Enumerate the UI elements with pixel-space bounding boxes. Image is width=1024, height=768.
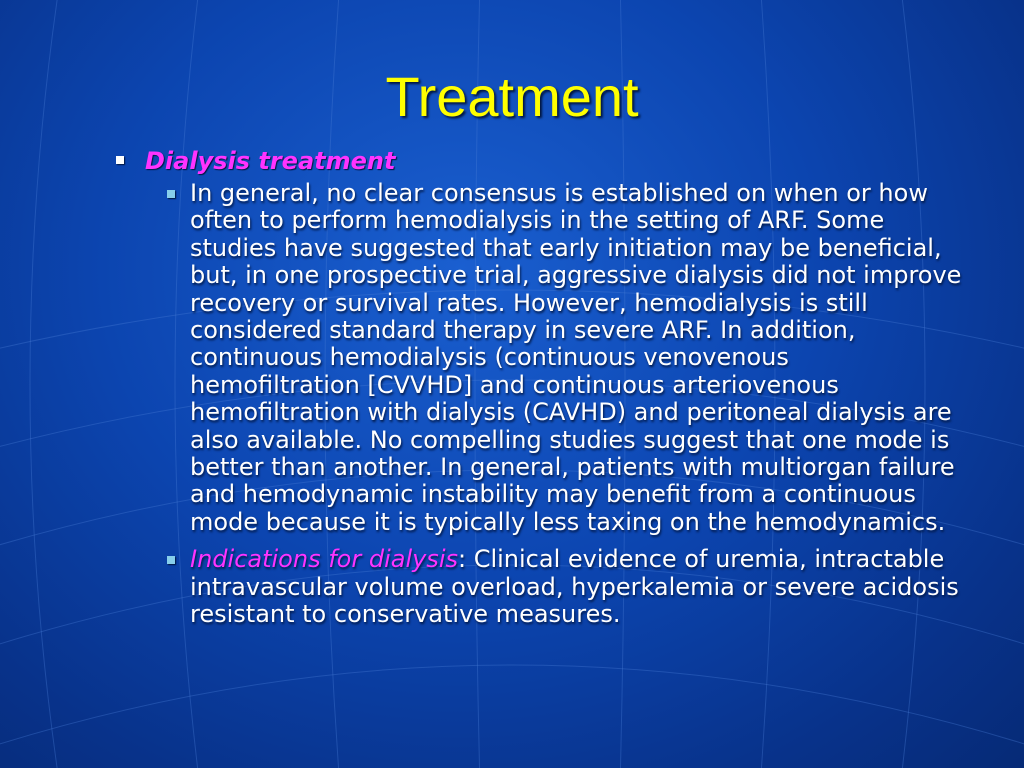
sub-bullet-consensus xyxy=(190,180,966,536)
square-bullet-icon xyxy=(116,156,124,164)
sub-bullet-text xyxy=(190,546,966,628)
bullet-heading: Dialysis treatment xyxy=(145,147,396,175)
indications-text: : Clinical evidence of uremia, intractable intravascular volume overload, hyperkalemia or severe acidosis resistant to conservative measures. xyxy=(190,545,959,629)
slide-title: Treatment xyxy=(385,65,639,128)
indications-label: Indications for dialysis xyxy=(190,545,458,574)
square-bullet-icon xyxy=(167,190,175,198)
slide-content xyxy=(112,146,992,629)
sub-bullet-text: In general, no clear consensus is established on when or how often to perform hemodialysis in the setting of ARF. Some studies have suggested that early initiation may be beneficial, but, in one prospective trial, aggressive dialysis did not improve recovery or survival rates. However, hemodialysis is still considered standard therapy in severe ARF. In addition, continuous hemodialysis (continuous venovenous hemofiltration [CVVHD] and continuous arteriovenous hemofiltration with dialysis (CAVHD) and peritoneal dialysis are also available. No compelling studies suggest that one mode is better than another. In general, patients with multiorgan failure and hemodynamic instability may benefit from a continuous mode because it is typically less taxing on the hemodynamics. xyxy=(190,179,962,536)
sub-bullet-indications xyxy=(190,546,966,628)
square-bullet-icon xyxy=(167,556,175,564)
bullet-dialysis-treatment xyxy=(112,146,992,176)
